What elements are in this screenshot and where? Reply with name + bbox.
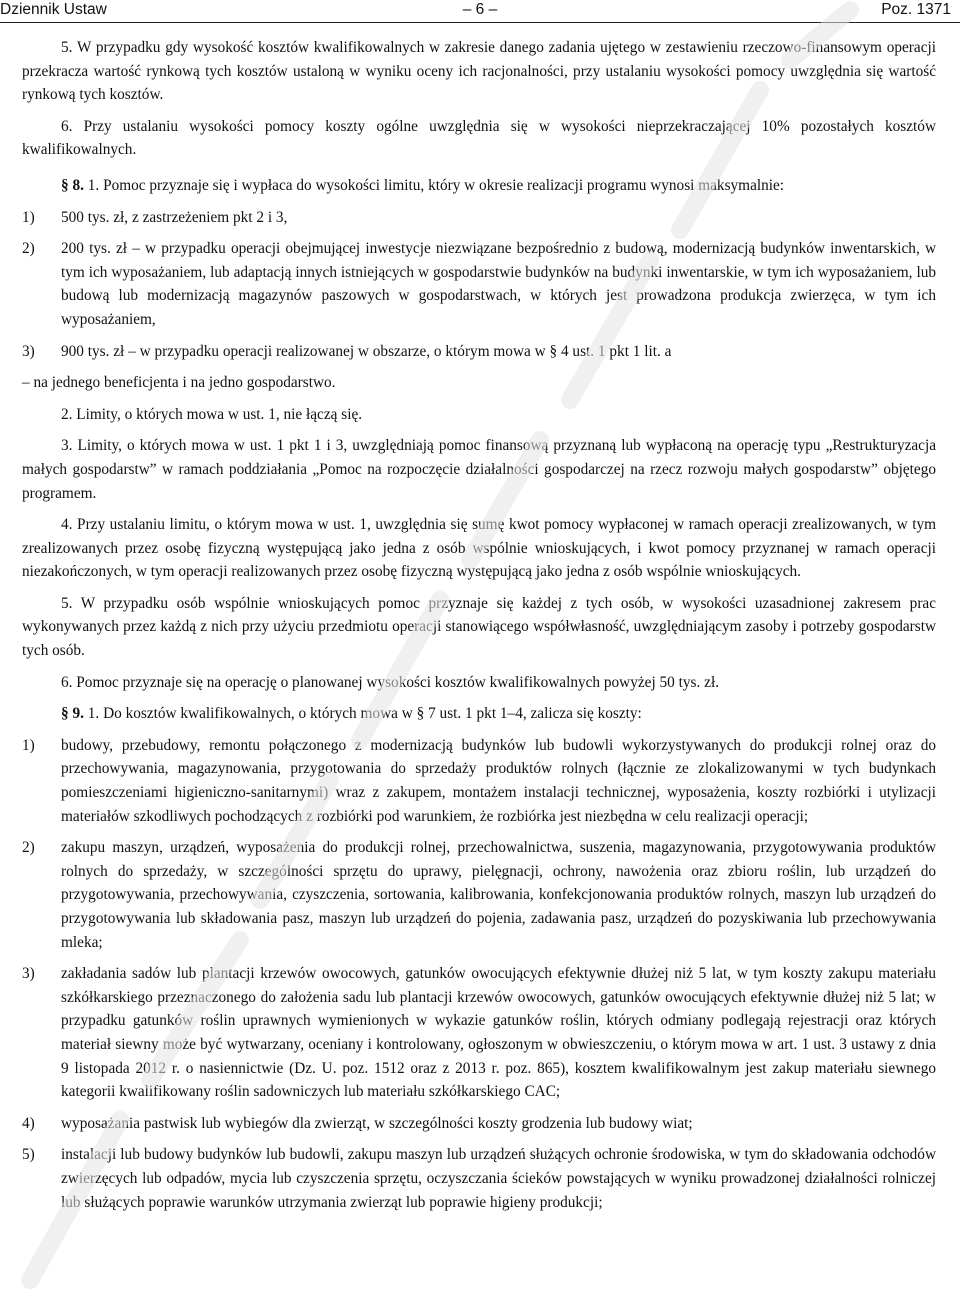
item-text: 200 tys. zł – w przypadku operacji obejmującej inwestycje niezwiązane bezpośrednio z budową, modernizacją budynków inwentarskich, w tym ich wyposażaniem, lub adaptacją innych istniejących w gospodarstwie budynków na budynki inwentarskie, w tym ich wyposażaniem, lub budową lub modernizacją magazynów paszowych w gospodarstwach, w których jest prowadzona produkcja zwierzęca, w tym ich wyposażaniem, — [61, 240, 936, 328]
section-8-label: § 8. — [61, 176, 84, 194]
item-number: 3) — [22, 342, 35, 360]
paragraph-sec7-ust6: 6. Przy ustalaniu wysokości pomocy koszty ogólne uwzględnia się w wysokości nieprzekraczającej 10% pozostałych kosztów kwalifikowalnych. — [22, 117, 936, 159]
paragraph-sec8-ust6: 6. Pomoc przyznaje się na operację o planowanej wysokości kosztów kwalifikowalnych powyżej 50 tys. zł. — [61, 673, 720, 691]
item-number: 4) — [22, 1114, 35, 1132]
item-text: zakładania sadów lub plantacji krzewów owocowych, gatunków owocujących efektywnie dłużej niż 5 lat, w tym koszty zakupu materiału szkółkarskiego przeznaczonego do założenia sadu lub plantacji krzewów owocowych, gatunków owocujących efektywnie dłużej niż 5 lat; w przypadku gatunków roślin uprawnych wymienionych w wykazie gatunków roślin, których odmiany podlegają rejestracji oraz których materiał siewny może być wytwarzany, oceniany i kontrolowany, ogłoszonym w obwieszczeniu, o którym mowa w art. 1 ust. 3 ustawy z dnia 9 listopada 2012 r. o nasiennictwie (Dz. U. poz. 1512 oraz z 2013 r. poz. 865), kosztem kwalifikowalnym jest zakup materiału siewnego kategorii kwalifikowany roślin sadowniczych lub materiału szkółkarskiego CAC; — [61, 965, 936, 1101]
list-item — [22, 1143, 936, 1214]
item-number: 3) — [22, 965, 35, 983]
paragraph-sec8-ust3: 3. Limity, o których mowa w ust. 1 pkt 1 i 3, uwzględniają pomoc finansową przyznaną lub wypłaconą na operację typu „Restrukturyzacja małych gospodarstw” w ramach poddziałania „Pomoc na rozpoczęcie działalności gospodarczej na rzecz rozwoju małych gospodarstw” objętego programem. — [22, 437, 936, 502]
list-item — [22, 340, 936, 364]
list-item — [22, 836, 936, 954]
item-number: 1) — [22, 208, 35, 226]
sec9-ust1-text: 1. Do kosztów kwalifikowalnych, o których mowa w § 7 ust. 1 pkt 1–4, zalicza się koszty: — [87, 705, 642, 723]
paragraph-sec8-ust1 — [22, 174, 936, 198]
item-text: 900 tys. zł – w przypadku operacji realizowanej w obszarze, o którym mowa w § 4 ust. 1 pkt 1 lit. a — [61, 342, 672, 360]
item-text: 500 tys. zł, z zastrzeżeniem pkt 2 i 3, — [61, 208, 288, 226]
page-number: – 6 – — [462, 1, 498, 18]
item-number: 2) — [22, 240, 35, 258]
page-header — [0, 0, 960, 23]
sec8-tail: – na jednego beneficjenta i na jedno gospodarstwo. — [22, 374, 336, 392]
document-body — [22, 36, 936, 1222]
item-number: 2) — [22, 839, 35, 857]
item-text: budowy, przebudowy, remontu połączonego z modernizacją budynków lub budowli wykorzystywanych do produkcji rolnej oraz do przechowywania, magazynowania, przygotowania do sprzedaży produktów rolnych (łącznie ze zlokalizowanymi w tych budynkach pomieszczeniami higieniczno-sanitarnymi) wraz z zakupem, montażem instalacji technicznej, wyposażenia, koszty rozbiórki i utylizacji materiałów szkodliwych pochodzących z rozbiórki pod warunkiem, że rozbiórka jest niezbędna w celu realizacji operacji; — [61, 736, 936, 825]
item-text: wyposażania pastwisk lub wybiegów dla zwierząt, w szczególności koszty grodzenia lub budowy wiat; — [61, 1114, 693, 1132]
paragraph-sec7-ust5: 5. W przypadku gdy wysokość kosztów kwalifikowalnych w zakresie danego zadania ujętego w zestawieniu rzeczowo-finansowym operacji przekracza wartość rynkową tych kosztów ustaloną w wyniku oceny ich racjonalności, przy ustalaniu wysokości pomocy uwzględnia się wartość rynkową tych kosztów. — [22, 39, 936, 104]
item-text: instalacji lub budowy budynków lub budowli, zakupu maszyn lub urządzeń służących ochronie środowiska, w tym do składowania odchodów zwierzęcych lub odpadów, mycia lub czyszczenia sprzętu, oczyszczania ścieków powstających w wyniku prowadzonej działalności rolniczej lub służących poprawie warunków utrzymania zwierząt lub poprawie higieny produkcji; — [61, 1146, 936, 1211]
paragraph-sec9-ust1 — [22, 702, 936, 726]
paragraph-sec8-ust5: 5. W przypadku osób wspólnie wnioskujących pomoc przyznaje się każdej z tych osób, w wysokości uzasadnionej zakresem prac wykonywanych przez każdą z nich przy użyciu przedmiotu operacji stanowiącego współwłasność, uwzględniającym zasoby i potrzeby gospodarstw tych osób. — [22, 594, 936, 660]
paragraph-sec8-ust2: 2. Limity, o których mowa w ust. 1, nie łączą się. — [61, 405, 363, 423]
sec8-ust1-text: 1. Pomoc przyznaje się i wypłaca do wysokości limitu, który w okresie realizacji programu wynosi maksymalnie: — [87, 176, 785, 194]
list-item — [22, 1112, 936, 1136]
item-number: 5) — [22, 1146, 35, 1164]
list-item — [22, 962, 936, 1104]
list-item — [22, 734, 936, 828]
section-9-label: § 9. — [61, 705, 84, 723]
item-number: 1) — [22, 736, 35, 754]
list-item — [22, 237, 936, 331]
paragraph-sec8-ust4: 4. Przy ustalaniu limitu, o którym mowa w ust. 1, uwzględnia się sumę kwot pomocy wypłaconej w ramach operacji zrealizowanych, w tym zrealizowanych przez osobę fizyczną występującą jako jedna z osób wspólnie wnioskujących, i kwot pomocy przyznanej w ramach operacji niezakończonych, w tym operacji realizowanych przez osobę fizyczną występującą jako jedna z osób wspólnie wnioskujących. — [22, 516, 936, 581]
list-item — [22, 206, 936, 230]
position-number: Poz. 1371 — [881, 1, 951, 18]
journal-title: Dziennik Ustaw — [0, 1, 107, 18]
item-text: zakupu maszyn, urządzeń, wyposażenia do produkcji rolnej, przechowalnictwa, suszenia, magazynowania, przygotowywania produktów rolnych do sprzedaży, w szczególności sprzętu do uprawy, pielęgnacji, ochrony, nawożenia oraz zbioru roślin, lub urządzeń do przygotowywania, przechowywania, czyszczenia, sortowania, kalibrowania, konfekcjonowania produktów rolnych, maszyn lub urządzeń do przygotowywania lub składowania pasz, maszyn lub urządzeń do pojenia, zadawania pasz, urządzeń do pozyskiwania lub przechowywania mleka; — [61, 839, 936, 951]
